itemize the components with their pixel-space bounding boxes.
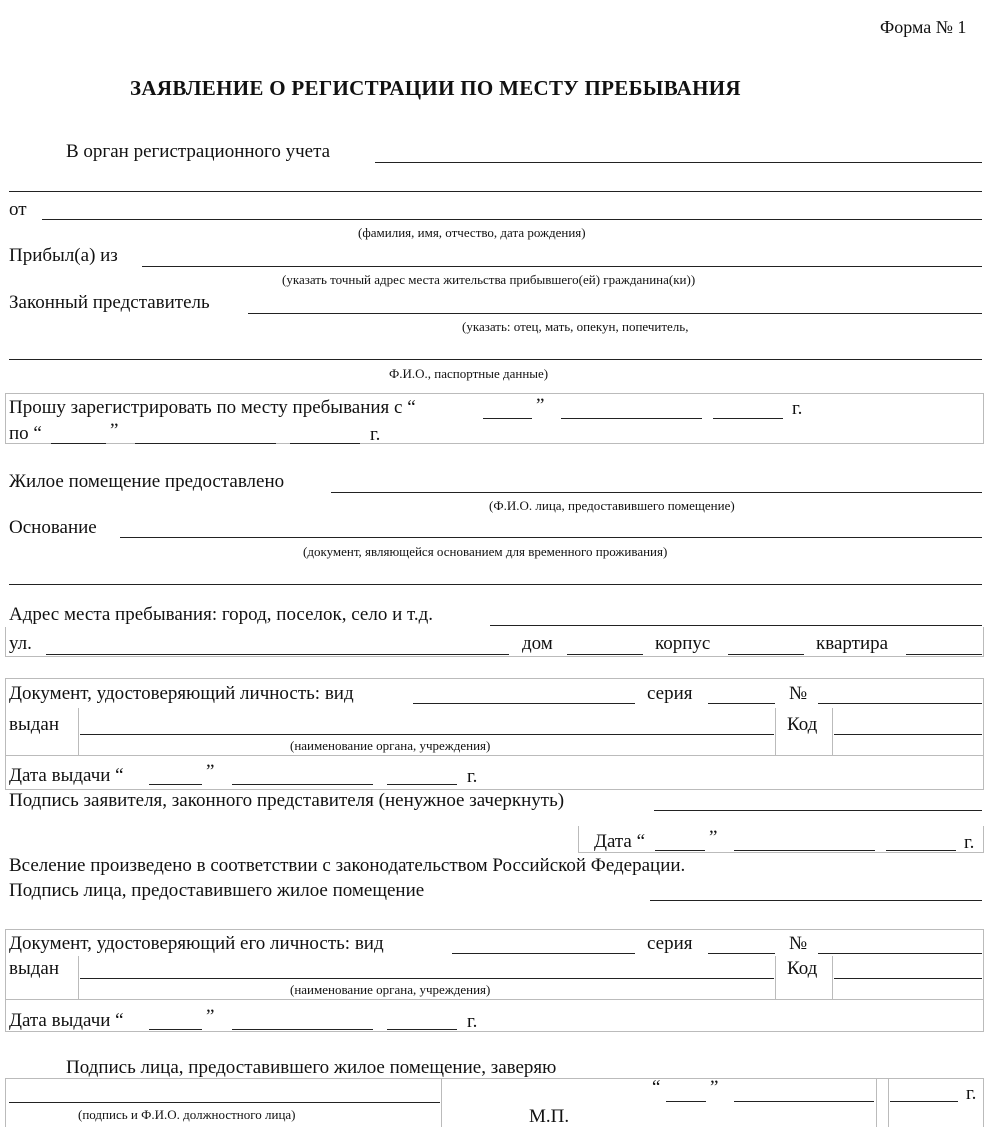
quote-close: ” bbox=[206, 1006, 215, 1027]
from-field[interactable] bbox=[42, 219, 982, 220]
provider-sign-label: Подпись лица, предоставившего жилое помещение bbox=[9, 880, 425, 901]
certify-day-field[interactable] bbox=[666, 1080, 706, 1102]
quote-close: ” bbox=[110, 420, 119, 441]
number-field-2[interactable] bbox=[818, 931, 982, 954]
year-label: г. bbox=[966, 1083, 977, 1104]
grid-line bbox=[775, 956, 776, 1000]
quote-close: ” bbox=[536, 395, 545, 416]
series-field[interactable] bbox=[708, 681, 775, 704]
from-label: от bbox=[9, 199, 27, 220]
number-label: № bbox=[789, 933, 808, 954]
sign-year-field[interactable] bbox=[886, 828, 956, 851]
basis-label: Основание bbox=[9, 517, 97, 538]
year-label: г. bbox=[467, 1011, 478, 1032]
basis-field[interactable] bbox=[120, 537, 982, 538]
street-field[interactable] bbox=[46, 631, 509, 655]
issued-label: выдан bbox=[9, 714, 60, 735]
hint-basis: (документ, являющейся основанием для временного проживания) bbox=[303, 544, 668, 559]
id-doc-label: Документ, удостоверяющий личность: вид bbox=[9, 683, 354, 704]
grid-line bbox=[5, 929, 6, 1032]
hint-passport: Ф.И.О., паспортные данные) bbox=[389, 366, 549, 381]
code-field[interactable] bbox=[834, 711, 982, 735]
grid-line bbox=[983, 678, 984, 790]
grid-line bbox=[5, 999, 984, 1000]
basis-field-line2[interactable] bbox=[9, 584, 982, 585]
year-label: г. bbox=[792, 398, 803, 419]
certify-label: Подпись лица, предоставившего жилое помещение, заверяю bbox=[66, 1057, 557, 1078]
grid-line bbox=[5, 393, 6, 444]
hint-org: (наименование органа, учреждения) bbox=[290, 738, 491, 753]
grid-line bbox=[5, 1078, 984, 1079]
issue-day-field-2[interactable] bbox=[149, 1007, 202, 1030]
grid-line bbox=[5, 678, 984, 679]
code-field-2[interactable] bbox=[834, 956, 982, 979]
grid-line bbox=[983, 1078, 984, 1127]
hint-org: (наименование органа, учреждения) bbox=[290, 982, 491, 997]
to-month-field[interactable] bbox=[135, 421, 276, 444]
arrived-from-label: Прибыл(а) из bbox=[9, 245, 118, 266]
issue-date-label: Дата выдачи “ bbox=[9, 1010, 124, 1031]
certify-month-field[interactable] bbox=[734, 1080, 874, 1102]
grid-line bbox=[578, 826, 579, 853]
legal-rep-label: Законный представитель bbox=[9, 292, 210, 313]
apartment-label: квартира bbox=[816, 633, 889, 654]
arrived-from-field[interactable] bbox=[142, 266, 982, 267]
grid-line bbox=[775, 708, 776, 756]
legal-rep-field-line2[interactable] bbox=[9, 359, 982, 360]
to-year-field[interactable] bbox=[290, 421, 360, 444]
authority-field-line2[interactable] bbox=[9, 191, 982, 192]
housing-provided-label: Жилое помещение предоставлено bbox=[9, 471, 285, 492]
hint-provider: (Ф.И.О. лица, предоставившего помещение) bbox=[489, 498, 735, 513]
grid-line bbox=[578, 852, 984, 853]
id-doc-type-field[interactable] bbox=[413, 681, 635, 704]
grid-line bbox=[5, 656, 984, 657]
from-year-field[interactable] bbox=[713, 396, 783, 419]
grid-line bbox=[983, 393, 984, 444]
grid-line bbox=[5, 627, 6, 657]
apartment-field[interactable] bbox=[906, 631, 982, 655]
applicant-sign-label: Подпись заявителя, законного представителя (ненужное зачеркнуть) bbox=[9, 790, 565, 811]
id-doc-his-label: Документ, удостоверяющий его личность: вид bbox=[9, 933, 384, 954]
date-label: Дата “ bbox=[594, 831, 646, 852]
building-field[interactable] bbox=[728, 631, 804, 655]
quote-open: “ bbox=[652, 1077, 661, 1098]
hint-address: (указать точный адрес места жительства прибывшего(ей) гражданина(ки)) bbox=[282, 272, 696, 287]
official-sign-field[interactable] bbox=[9, 1102, 440, 1103]
grid-line bbox=[78, 708, 79, 756]
form-number: Форма № 1 bbox=[880, 17, 967, 37]
issued-label: выдан bbox=[9, 958, 60, 979]
grid-line bbox=[832, 708, 833, 756]
issue-year-field[interactable] bbox=[387, 762, 457, 785]
grid-line bbox=[5, 929, 984, 930]
move-in-text: Вселение произведено в соответствии с законодательством Российской Федерации. bbox=[9, 855, 686, 876]
request-from-label: Прошу зарегистрировать по месту пребывания с “ bbox=[9, 397, 416, 418]
authority-field[interactable] bbox=[375, 162, 982, 163]
code-label: Код bbox=[787, 714, 818, 735]
stamp-label: М.П. bbox=[529, 1106, 570, 1127]
quote-close: ” bbox=[206, 761, 215, 782]
building-label: корпус bbox=[655, 633, 711, 654]
grid-line bbox=[983, 826, 984, 853]
grid-line bbox=[832, 956, 833, 1000]
legal-rep-field[interactable] bbox=[248, 313, 982, 314]
grid-line bbox=[441, 1078, 442, 1127]
provider-sign-field[interactable] bbox=[650, 900, 982, 901]
series-label: серия bbox=[647, 933, 693, 954]
grid-line bbox=[5, 1078, 6, 1127]
quote-close: ” bbox=[710, 1077, 719, 1098]
certify-year-field[interactable] bbox=[890, 1080, 958, 1102]
issued-by-field-2[interactable] bbox=[80, 956, 774, 979]
housing-provider-field[interactable] bbox=[331, 492, 982, 493]
number-label: № bbox=[789, 683, 808, 704]
series-field-2[interactable] bbox=[708, 931, 775, 954]
number-field[interactable] bbox=[818, 681, 982, 704]
id-doc-type-field-2[interactable] bbox=[452, 931, 635, 954]
to-label: по “ bbox=[9, 423, 42, 444]
issue-year-field-2[interactable] bbox=[387, 1007, 457, 1030]
issue-date-label: Дата выдачи “ bbox=[9, 765, 124, 786]
grid-line bbox=[888, 1078, 889, 1127]
issued-by-field[interactable] bbox=[80, 711, 774, 735]
from-day-field[interactable] bbox=[483, 396, 532, 419]
grid-line bbox=[5, 1031, 984, 1032]
grid-line bbox=[78, 956, 79, 1000]
from-month-field[interactable] bbox=[561, 396, 702, 419]
stay-address-field[interactable] bbox=[490, 625, 982, 626]
issue-month-field[interactable] bbox=[232, 762, 373, 785]
grid-line bbox=[5, 755, 984, 756]
issue-month-field-2[interactable] bbox=[232, 1007, 373, 1030]
stay-address-label: Адрес места пребывания: город, поселок, село и т.д. bbox=[9, 604, 434, 625]
house-field[interactable] bbox=[567, 631, 643, 655]
hint-rep: (указать: отец, мать, опекун, попечитель, bbox=[462, 319, 689, 334]
hint-official: (подпись и Ф.И.О. должностного лица) bbox=[78, 1107, 296, 1122]
year-label: г. bbox=[370, 424, 381, 445]
year-label: г. bbox=[467, 766, 478, 787]
grid-line bbox=[5, 678, 6, 790]
sign-day-field[interactable] bbox=[655, 828, 705, 851]
street-label: ул. bbox=[9, 633, 32, 654]
series-label: серия bbox=[647, 683, 693, 704]
house-label: дом bbox=[522, 633, 553, 654]
year-label: г. bbox=[964, 832, 975, 853]
sign-month-field[interactable] bbox=[734, 828, 875, 851]
code-label: Код bbox=[787, 958, 818, 979]
grid-line bbox=[5, 393, 984, 394]
grid-line bbox=[983, 929, 984, 1032]
hint-fio: (фамилия, имя, отчество, дата рождения) bbox=[358, 225, 586, 240]
grid-line bbox=[983, 627, 984, 657]
to-day-field[interactable] bbox=[51, 421, 106, 444]
quote-close: ” bbox=[709, 827, 718, 848]
issue-day-field[interactable] bbox=[149, 762, 202, 785]
grid-line bbox=[876, 1078, 877, 1127]
applicant-sign-field[interactable] bbox=[654, 810, 982, 811]
page-title: ЗАЯВЛЕНИЕ О РЕГИСТРАЦИИ ПО МЕСТУ ПРЕБЫВАНИЯ bbox=[130, 76, 741, 100]
to-authority-label: В орган регистрационного учета bbox=[66, 141, 331, 162]
